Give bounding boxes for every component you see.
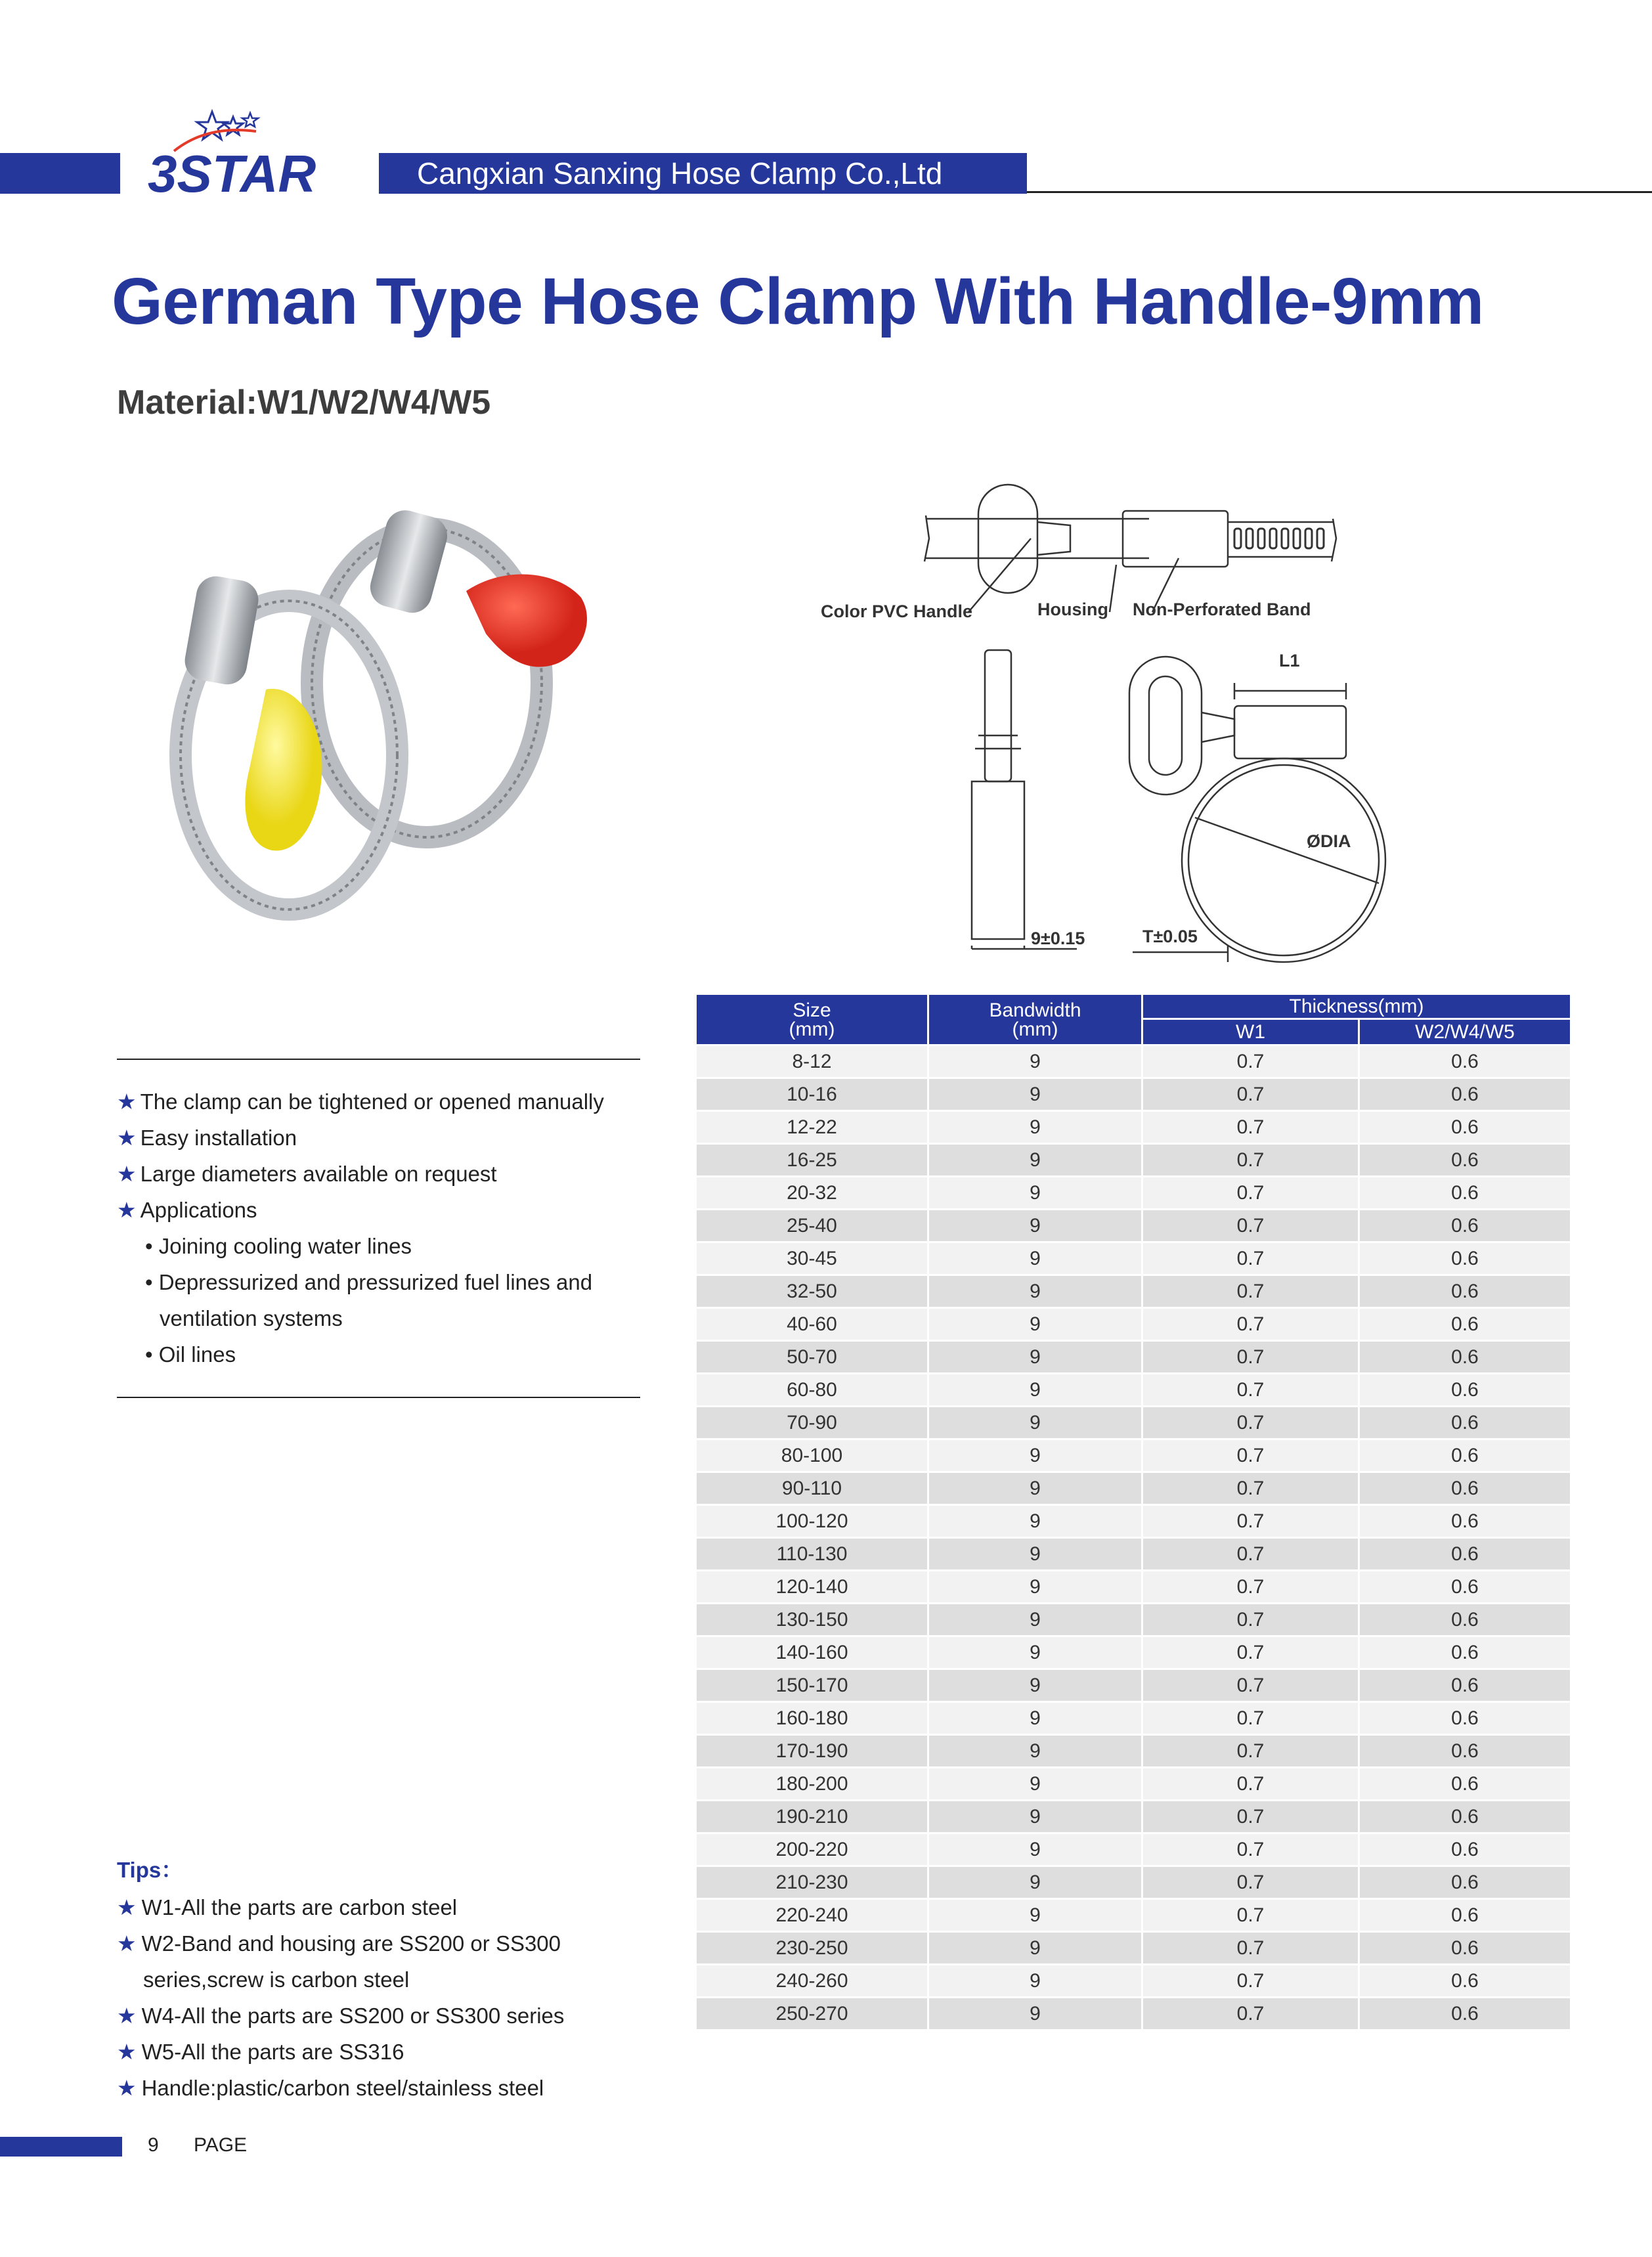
table-cell: 9 [928, 1636, 1142, 1669]
feature-item: ★ The clamp can be tightened or opened manually [117, 1089, 604, 1114]
table-cell: 0.7 [1142, 1998, 1359, 2030]
table-row [696, 1407, 1571, 1439]
table-cell: 0.7 [1142, 1932, 1359, 1965]
table-row [696, 1078, 1571, 1111]
page-title: German Type Hose Clamp With Handle-9mm [112, 265, 1484, 338]
col-header-w1: W1 [1142, 1019, 1359, 1045]
table-cell: 100-120 [696, 1505, 928, 1538]
table-row [696, 1899, 1571, 1932]
table-row [696, 1866, 1571, 1899]
table-cell: 0.6 [1359, 1702, 1571, 1735]
table-cell: 9 [928, 1308, 1142, 1341]
tip-item: ★ W1-All the parts are carbon steel [117, 1895, 458, 1919]
table-row [696, 1636, 1571, 1669]
table-cell: 9 [928, 1341, 1142, 1374]
table-cell: 0.6 [1359, 1998, 1571, 2030]
features-top-rule [117, 1059, 640, 1060]
table-row [696, 1341, 1571, 1374]
table-cell: 0.6 [1359, 1341, 1571, 1374]
table-cell: 0.7 [1142, 1965, 1359, 1998]
table-cell: 0.6 [1359, 1242, 1571, 1275]
table-row [696, 1801, 1571, 1833]
table-cell: 80-100 [696, 1439, 928, 1472]
table-row [696, 1374, 1571, 1407]
table-cell: 0.7 [1142, 1210, 1359, 1242]
table-cell: 9 [928, 1866, 1142, 1899]
application-item: • Oil lines [145, 1342, 236, 1367]
label-band: Non-Perforated Band [1133, 600, 1311, 619]
table-cell: 9 [928, 1932, 1142, 1965]
table-row [696, 1242, 1571, 1275]
table-cell: 0.6 [1359, 1801, 1571, 1833]
table-cell: 9 [928, 1275, 1142, 1308]
tip-item: ★ W4-All the parts are SS200 or SS300 series [117, 2004, 565, 2028]
page-label: PAGE [194, 2134, 248, 2156]
logo-text: 3STAR [148, 144, 316, 197]
table-cell: 0.7 [1142, 1636, 1359, 1669]
table-cell: 160-180 [696, 1702, 928, 1735]
table-cell: 9 [928, 1210, 1142, 1242]
label-width: 9±0.15 [1031, 929, 1085, 948]
table-cell: 0.6 [1359, 1210, 1571, 1242]
table-cell: 9 [928, 1472, 1142, 1505]
table-cell: 130-150 [696, 1604, 928, 1636]
table-cell: 0.7 [1142, 1275, 1359, 1308]
application-item-continued: ventilation systems [160, 1306, 343, 1330]
table-cell: 9 [928, 1078, 1142, 1111]
table-cell: 8-12 [696, 1045, 928, 1078]
material-line: Material:W1/W2/W4/W5 [117, 383, 491, 422]
table-cell: 9 [928, 1965, 1142, 1998]
table-cell: 0.6 [1359, 1538, 1571, 1571]
star-icon: ★ [117, 2076, 137, 2100]
table-cell: 9 [928, 1505, 1142, 1538]
tip-item-continued: series,screw is carbon steel [143, 1967, 410, 1992]
table-row [696, 1308, 1571, 1341]
label-thickness: T±0.05 [1142, 927, 1198, 946]
table-cell: 0.7 [1142, 1341, 1359, 1374]
table-cell: 40-60 [696, 1308, 928, 1341]
table-row [696, 1144, 1571, 1177]
table-row [696, 1932, 1571, 1965]
table-cell: 0.6 [1359, 1144, 1571, 1177]
table-row [696, 1177, 1571, 1210]
star-icon: ★ [117, 1089, 137, 1114]
table-cell: 0.7 [1142, 1177, 1359, 1210]
table-cell: 120-140 [696, 1571, 928, 1604]
table-row [696, 1833, 1571, 1866]
table-cell: 32-50 [696, 1275, 928, 1308]
table-cell: 0.6 [1359, 1899, 1571, 1932]
table-row [696, 1768, 1571, 1801]
company-logo [135, 105, 358, 197]
star-icon: ★ [117, 1895, 137, 1919]
table-cell: 9 [928, 1111, 1142, 1144]
table-row [696, 1604, 1571, 1636]
label-handle: Color PVC Handle [821, 602, 973, 621]
table-cell: 9 [928, 1538, 1142, 1571]
table-cell: 9 [928, 1407, 1142, 1439]
table-cell: 0.7 [1142, 1374, 1359, 1407]
table-row [696, 1472, 1571, 1505]
table-cell: 0.7 [1142, 1669, 1359, 1702]
table-cell: 240-260 [696, 1965, 928, 1998]
table-cell: 16-25 [696, 1144, 928, 1177]
table-cell: 9 [928, 1242, 1142, 1275]
table-row [696, 1275, 1571, 1308]
table-cell: 12-22 [696, 1111, 928, 1144]
table-cell: 0.7 [1142, 1045, 1359, 1078]
feature-list [117, 1084, 642, 1372]
table-cell: 25-40 [696, 1210, 928, 1242]
table-cell: 0.7 [1142, 1604, 1359, 1636]
application-item: • Depressurized and pressurized fuel lines and [145, 1270, 593, 1294]
table-cell: 0.6 [1359, 1439, 1571, 1472]
table-cell: 0.6 [1359, 1735, 1571, 1768]
table-cell: 180-200 [696, 1768, 928, 1801]
table-cell: 140-160 [696, 1636, 928, 1669]
table-row [696, 1045, 1571, 1078]
table-cell: 50-70 [696, 1341, 928, 1374]
table-cell: 70-90 [696, 1407, 928, 1439]
table-row [696, 1702, 1571, 1735]
product-photo [98, 486, 689, 985]
table-cell: 190-210 [696, 1801, 928, 1833]
table-row [696, 1669, 1571, 1702]
table-cell: 9 [928, 1998, 1142, 2030]
table-row [696, 1735, 1571, 1768]
table-cell: 9 [928, 1571, 1142, 1604]
table-cell: 9 [928, 1144, 1142, 1177]
table-cell: 220-240 [696, 1899, 928, 1932]
features-bottom-rule [117, 1397, 640, 1398]
table-cell: 60-80 [696, 1374, 928, 1407]
table-cell: 0.6 [1359, 1604, 1571, 1636]
star-icon: ★ [117, 1162, 137, 1186]
application-item: • Joining cooling water lines [145, 1234, 412, 1258]
table-cell: 0.6 [1359, 1111, 1571, 1144]
table-cell: 0.6 [1359, 1308, 1571, 1341]
tips-list [117, 1889, 655, 2106]
star-icon: ★ [117, 1126, 137, 1150]
table-cell: 0.6 [1359, 1768, 1571, 1801]
tip-item: ★ W5-All the parts are SS316 [117, 2040, 404, 2064]
spec-table [695, 993, 1572, 2031]
table-cell: 9 [928, 1768, 1142, 1801]
table-cell: 9 [928, 1439, 1142, 1472]
feature-item: ★ Large diameters available on request [117, 1162, 497, 1186]
table-cell: 110-130 [696, 1538, 928, 1571]
tip-item: ★ Handle:plastic/carbon steel/stainless steel [117, 2076, 544, 2100]
table-cell: 0.7 [1142, 1242, 1359, 1275]
table-cell: 0.6 [1359, 1177, 1571, 1210]
label-housing: Housing [1037, 600, 1108, 619]
table-cell: 200-220 [696, 1833, 928, 1866]
table-row [696, 1998, 1571, 2030]
table-cell: 0.7 [1142, 1111, 1359, 1144]
table-cell: 0.6 [1359, 1571, 1571, 1604]
star-icon: ★ [117, 2040, 137, 2064]
table-cell: 0.6 [1359, 1505, 1571, 1538]
table-cell: 0.7 [1142, 1702, 1359, 1735]
table-row [696, 1505, 1571, 1538]
table-cell: 210-230 [696, 1866, 928, 1899]
table-cell: 0.7 [1142, 1866, 1359, 1899]
table-cell: 0.7 [1142, 1439, 1359, 1472]
table-cell: 0.6 [1359, 1965, 1571, 1998]
table-cell: 0.6 [1359, 1833, 1571, 1866]
table-cell: 9 [928, 1604, 1142, 1636]
header-rule [1027, 191, 1652, 193]
table-cell: 9 [928, 1833, 1142, 1866]
table-cell: 0.6 [1359, 1045, 1571, 1078]
table-cell: 170-190 [696, 1735, 928, 1768]
header-accent-bar [0, 153, 120, 194]
table-cell: 0.6 [1359, 1374, 1571, 1407]
table-cell: 9 [928, 1669, 1142, 1702]
table-cell: 9 [928, 1045, 1142, 1078]
table-cell: 20-32 [696, 1177, 928, 1210]
company-name: Cangxian Sanxing Hose Clamp Co.,Ltd [379, 153, 1027, 194]
table-cell: 0.6 [1359, 1932, 1571, 1965]
table-cell: 0.6 [1359, 1636, 1571, 1669]
tip-item: ★ W2-Band and housing are SS200 or SS300 [117, 1931, 561, 1956]
table-row [696, 1439, 1571, 1472]
tips-title: Tips： [117, 1858, 183, 1882]
table-cell: 0.6 [1359, 1669, 1571, 1702]
table-cell: 9 [928, 1177, 1142, 1210]
table-cell: 0.7 [1142, 1571, 1359, 1604]
table-cell: 30-45 [696, 1242, 928, 1275]
table-cell: 0.6 [1359, 1407, 1571, 1439]
table-cell: 0.7 [1142, 1144, 1359, 1177]
table-cell: 9 [928, 1374, 1142, 1407]
table-row [696, 1965, 1571, 1998]
table-cell: 0.7 [1142, 1768, 1359, 1801]
table-row [696, 1571, 1571, 1604]
table-cell: 0.7 [1142, 1735, 1359, 1768]
table-cell: 0.7 [1142, 1472, 1359, 1505]
table-cell: 0.7 [1142, 1407, 1359, 1439]
table-cell: 90-110 [696, 1472, 928, 1505]
table-cell: 9 [928, 1801, 1142, 1833]
table-cell: 9 [928, 1702, 1142, 1735]
col-header-size: Size (mm) [696, 994, 928, 1045]
table-cell: 230-250 [696, 1932, 928, 1965]
table-cell: 0.7 [1142, 1078, 1359, 1111]
table-cell: 0.7 [1142, 1833, 1359, 1866]
table-cell: 0.6 [1359, 1472, 1571, 1505]
table-cell: 0.6 [1359, 1275, 1571, 1308]
table-cell: 0.7 [1142, 1308, 1359, 1341]
page-number: 9 [148, 2134, 159, 2156]
table-cell: 0.6 [1359, 1078, 1571, 1111]
table-cell: 10-16 [696, 1078, 928, 1111]
table-cell: 0.7 [1142, 1505, 1359, 1538]
table-cell: 0.6 [1359, 1866, 1571, 1899]
col-header-w2: W2/W4/W5 [1359, 1019, 1571, 1045]
table-cell: 9 [928, 1735, 1142, 1768]
feature-item: ★ Easy installation [117, 1126, 297, 1150]
col-header-thickness: Thickness(mm) [1142, 994, 1571, 1019]
star-icon: ★ [117, 1931, 137, 1956]
col-header-bandwidth: Bandwidth (mm) [928, 994, 1142, 1045]
table-row [696, 1210, 1571, 1242]
table-cell: 9 [928, 1899, 1142, 1932]
spec-table-body [696, 1045, 1571, 2030]
table-cell: 0.7 [1142, 1538, 1359, 1571]
table-cell: 0.7 [1142, 1801, 1359, 1833]
footer-accent-bar [0, 2137, 122, 2157]
table-cell: 0.7 [1142, 1899, 1359, 1932]
label-dia: ØDIA [1307, 831, 1351, 851]
table-cell: 250-270 [696, 1998, 928, 2030]
label-l1: L1 [1279, 651, 1300, 670]
star-icon: ★ [117, 1198, 137, 1222]
table-row [696, 1111, 1571, 1144]
star-icon: ★ [117, 2004, 137, 2028]
feature-item: ★ Applications [117, 1198, 257, 1222]
table-cell: 150-170 [696, 1669, 928, 1702]
table-row [696, 1538, 1571, 1571]
technical-drawing [808, 460, 1596, 972]
